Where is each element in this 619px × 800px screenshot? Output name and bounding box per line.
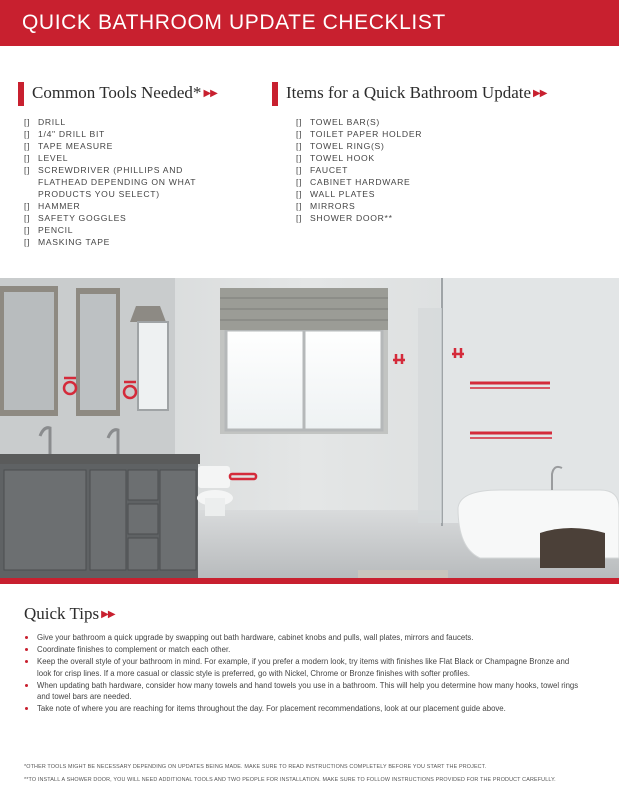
- checkbox-icon[interactable]: []: [24, 129, 31, 139]
- checkbox-icon[interactable]: []: [24, 213, 31, 223]
- checkbox-icon[interactable]: []: [296, 165, 303, 175]
- bathroom-illustration: [0, 278, 619, 578]
- header-bar: [0, 0, 619, 46]
- tip-item: Take note of where you are reaching for items throughout the day. For placement recommendations, look at our placement guide above.: [24, 703, 584, 714]
- items-checklist: [296, 116, 596, 224]
- tip-item: When updating bath hardware, consider how many towels and hand towels you use in a bathroom. This will help you determine how many hooks, towel rings and towel bars are needed.: [24, 680, 584, 702]
- tips-section-title: Quick Tips ▶▶: [24, 604, 115, 623]
- list-item-continued: FLATHEAD DEPENDING ON WHAT: [38, 177, 197, 187]
- list-item: [] HAMMER: [24, 201, 81, 211]
- list-item: [] MASKING TAPE: [24, 237, 111, 247]
- list-item: [] LEVEL: [24, 153, 69, 163]
- double-arrow-icon: ▶▶: [533, 88, 547, 99]
- double-arrow-icon: ▶▶: [101, 609, 115, 620]
- tools-checklist: [24, 116, 254, 248]
- tip-item: Keep the overall style of your bathroom in mind. For example, if you prefer a modern look, try items with finishes like Flat Black or Champagne Bronze and look for crisp lines. If a more casual or classic style is preferred, go with Nickel, Chrome or Bronze finishes with softer profiles.: [24, 656, 584, 678]
- list-item: [] TOWEL BAR(S): [296, 117, 380, 127]
- tools-section-header: [18, 82, 258, 106]
- checkbox-icon[interactable]: []: [296, 117, 303, 127]
- checkbox-icon[interactable]: []: [24, 165, 31, 175]
- list-item: [] TOWEL HOOK: [296, 153, 375, 163]
- checkbox-icon[interactable]: []: [296, 213, 303, 223]
- list-item: [] PENCIL: [24, 225, 74, 235]
- list-item: [] FAUCET: [296, 165, 349, 175]
- footnote-shower-door: **TO INSTALL A SHOWER DOOR, YOU WILL NEED ADDITIONAL TOOLS AND TWO PEOPLE FOR INSTALLATION. MAKE SURE TO FOLLOW INSTRUCTIONS PROVIDED FOR THE PRODUCT CAREFULLY.: [24, 777, 556, 783]
- items-section-header: [272, 82, 602, 106]
- checkbox-icon[interactable]: []: [24, 237, 31, 247]
- page-title: QUICK BATHROOM UPDATE CHECKLIST: [22, 11, 446, 34]
- checkbox-icon[interactable]: []: [24, 117, 31, 127]
- checkbox-icon[interactable]: []: [296, 141, 303, 151]
- list-item: [] MIRRORS: [296, 201, 356, 211]
- footnote-tools: *OTHER TOOLS MIGHT BE NECESSARY DEPENDING ON UPDATES BEING MADE. MAKE SURE TO READ INSTRUCTIONS COMPLETELY BEFORE YOU START THE PROJECT.: [24, 764, 487, 770]
- list-item: [] TOWEL RING(S): [296, 141, 385, 151]
- checkbox-icon[interactable]: []: [296, 201, 303, 211]
- checkbox-icon[interactable]: []: [24, 153, 31, 163]
- double-arrow-icon: ▶▶: [203, 88, 217, 99]
- list-item: [] SHOWER DOOR**: [296, 213, 393, 223]
- tip-item: Give your bathroom a quick upgrade by swapping out bath hardware, cabinet knobs and pulls, wall plates, mirrors and faucets.: [24, 632, 584, 643]
- list-item: [] TAPE MEASURE: [24, 141, 114, 151]
- list-item: [] SAFETY GOGGLES: [24, 213, 127, 223]
- tools-section-title: Common Tools Needed* ▶▶: [32, 83, 217, 102]
- list-item: [] TOILET PAPER HOLDER: [296, 129, 423, 139]
- section-accent-bar: [18, 82, 24, 106]
- checkbox-icon[interactable]: []: [24, 141, 31, 151]
- checkbox-icon[interactable]: []: [296, 129, 303, 139]
- tips-list: [24, 632, 584, 715]
- tip-item: Coordinate finishes to complement or match each other.: [24, 644, 584, 655]
- list-item: [] SCREWDRIVER (PHILLIPS AND: [24, 165, 184, 175]
- checkbox-icon[interactable]: []: [296, 177, 303, 187]
- checkbox-icon[interactable]: []: [24, 225, 31, 235]
- photo-accent-band: [0, 578, 619, 584]
- section-accent-bar: [272, 82, 278, 106]
- checkbox-icon[interactable]: []: [296, 153, 303, 163]
- list-item: [] WALL PLATES: [296, 189, 376, 199]
- list-item: [] 1/4" DRILL BIT: [24, 129, 105, 139]
- list-item: [] CABINET HARDWARE: [296, 177, 411, 187]
- items-section-title: Items for a Quick Bathroom Update ▶▶: [286, 83, 547, 102]
- checkbox-icon[interactable]: []: [24, 201, 31, 211]
- list-item: [] DRILL: [24, 117, 66, 127]
- list-item-continued: PRODUCTS YOU SELECT): [38, 189, 160, 199]
- checkbox-icon[interactable]: []: [296, 189, 303, 199]
- bathroom-photo: [0, 278, 619, 578]
